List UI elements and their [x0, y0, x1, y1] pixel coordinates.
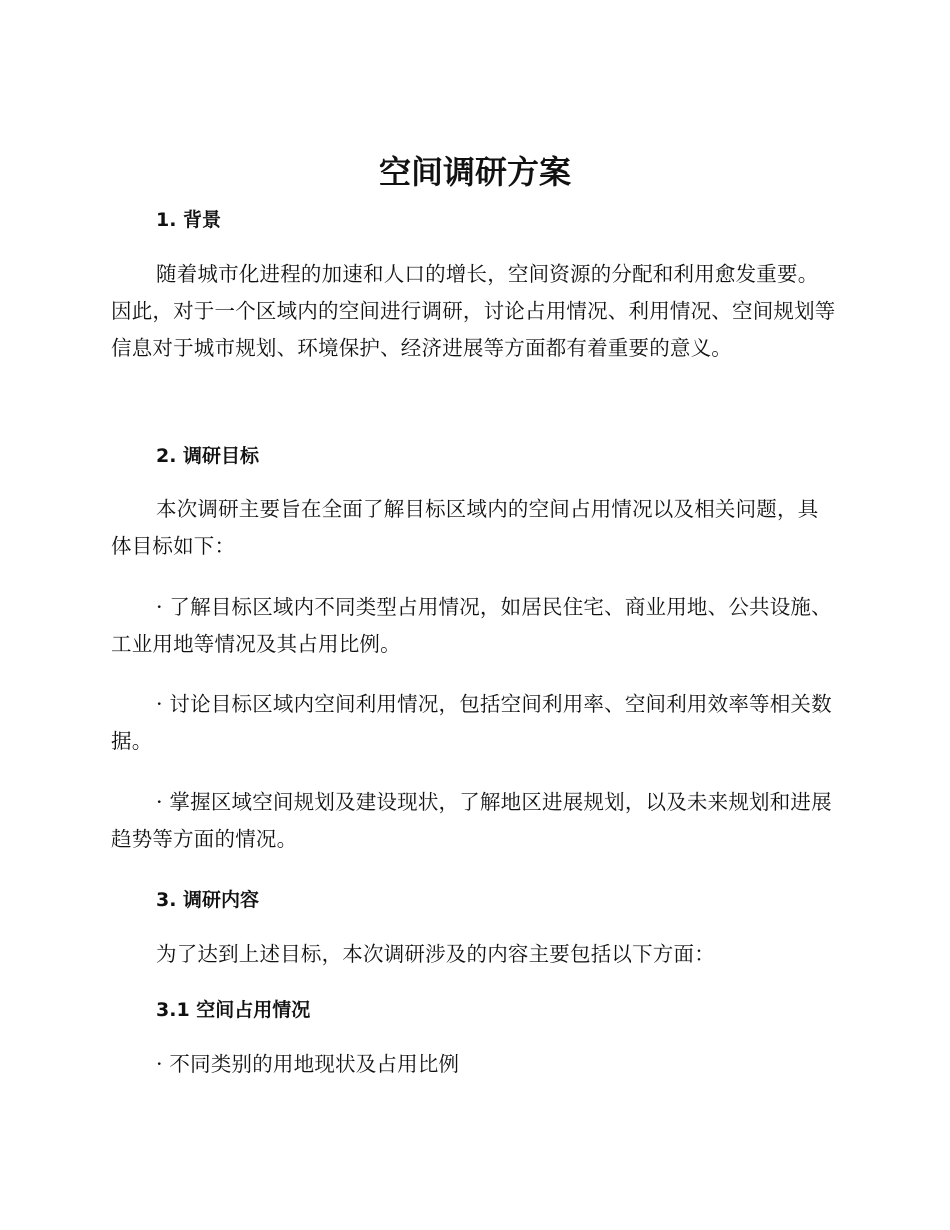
content-intro-paragraph: 为了达到上述目标，本次调研涉及的内容主要包括以下方面：	[156, 942, 715, 966]
document-title: 空间调研方案	[378, 153, 571, 191]
goals-bullet-3: · 掌握区域空间规划及建设现状，了解地区进展规划，以及未来规划和进展趋势等方面的情况。	[111, 790, 832, 851]
section-heading-goals: 2. 调研目标	[156, 445, 260, 467]
section-heading-occupancy: 3.1 空间占用情况	[156, 999, 311, 1021]
background-paragraph: 随着城市化进程的加速和人口的增长，空间资源的分配和利用愈发重要。因此，对于一个区域内的空间进行调研，讨论占用情况、利用情况、空间规划等信息对于城市规划、环境保护、经济进展等方面都有着重要的意义。	[111, 262, 836, 360]
section-heading-background: 1. 背景	[156, 209, 222, 231]
section-heading-content: 3. 调研内容	[156, 889, 260, 911]
occupancy-bullet-1: · 不同类别的用地现状及占用比例	[156, 1052, 460, 1076]
goals-bullet-2: · 讨论目标区域内空间利用情况，包括空间利用率、空间利用效率等相关数据。	[111, 692, 832, 753]
goals-bullet-1: · 了解目标区域内不同类型占用情况，如居民住宅、商业用地、公共设施、工业用地等情况及其占用比例。	[111, 595, 832, 656]
goals-intro-paragraph: 本次调研主要旨在全面了解目标区域内的空间占用情况以及相关问题，具体目标如下：	[111, 497, 819, 558]
